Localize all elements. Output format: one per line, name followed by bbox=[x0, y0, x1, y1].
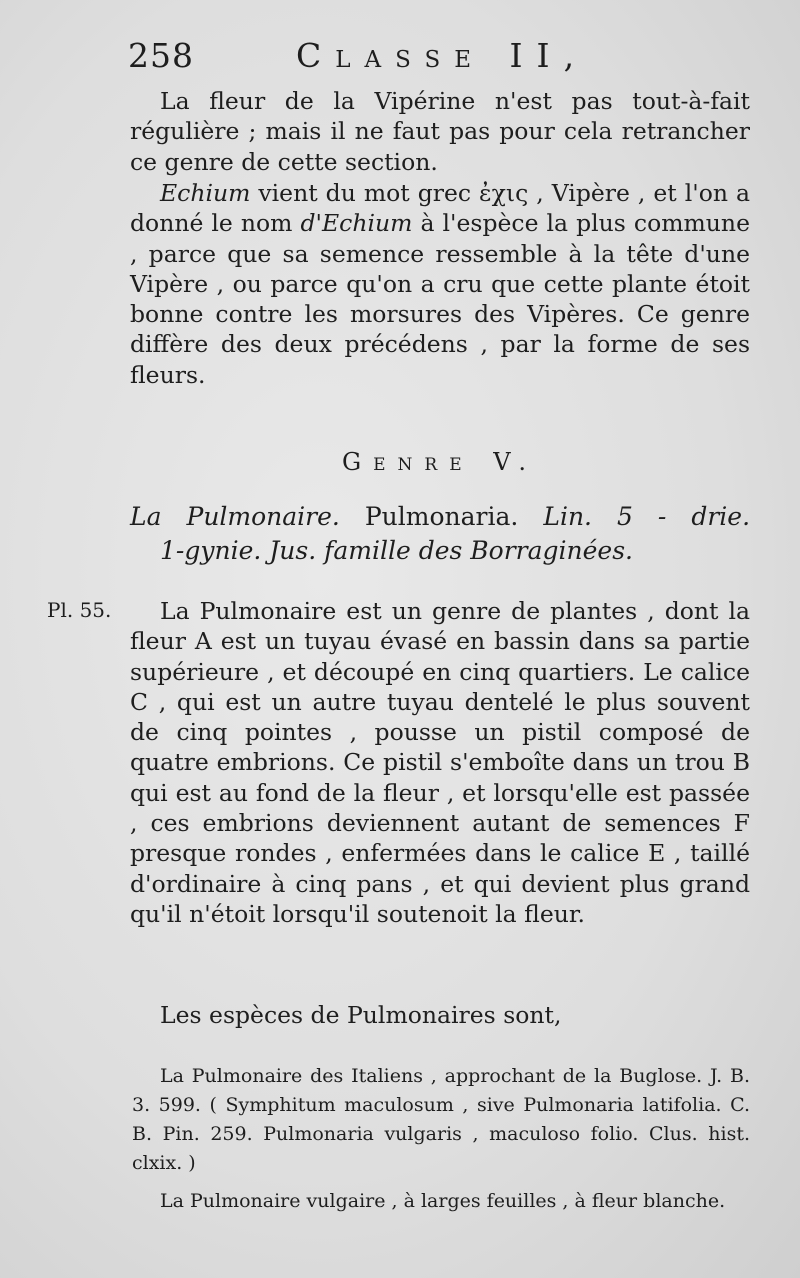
genre-heading: Genre V. bbox=[341, 448, 539, 476]
linnaeus-class: 5 - drie. bbox=[592, 502, 751, 531]
description-text: La Pulmonaire est un genre de plantes , dont la fleur A est un tuyau évasé en bassin dans sa partie supérieure , et découpé en cinq quartiers. Le calice C , qui est un autre tuyau dentelé le plus souvent de cinq pointes , pousse un pistil composé de quatre embrions. Ce pistil s'emboîte dans un trou B qui est au fond de la fleur , et lorsqu'elle est passée , ces embrions deviennent autant de semences F presque rondes , enfermées dans le calice E , taillé d'ordinaire à cinq pans , et qui devient plus grand qu'il n'étoit lorsqu'il soutenoit la fleur. bbox=[130, 597, 750, 928]
genus-french-name: La Pulmonaire. bbox=[130, 502, 340, 531]
running-head: Classe II, bbox=[296, 36, 589, 75]
linnaeus-order: 1-gynie. bbox=[160, 536, 262, 565]
echium-name: d'Echium bbox=[300, 209, 413, 238]
paragraph-viperine bbox=[130, 86, 750, 177]
genus-definition bbox=[130, 500, 750, 568]
paragraph-description bbox=[130, 596, 750, 929]
page-number: 258 bbox=[128, 36, 194, 75]
species-intro-text: Les espèces de Pulmonaires sont, bbox=[160, 1001, 562, 1029]
echium-text: vient du mot grec ἐχις , Vipère , et l'on a donné le nom bbox=[130, 179, 750, 238]
species-item-1: La Pulmonaire des Italiens , approchant de la Buglose. J. B. 3. 599. ( Symphitum maculosum , sive Pulmonaria latifolia. C. B. Pin. 259. Pulmonaria vulgaris , maculoso folio. Clus. hist. clxix. ) bbox=[132, 1065, 750, 1174]
jussieu-family: Jus. famille des Borraginées. bbox=[261, 536, 633, 565]
page-header bbox=[128, 36, 748, 86]
echium-text-tail: à l'espèce la plus commune , parce que sa semence ressemble à la tête d'une Vipère , ou parce qu'on a cru que cette plante étoit bonne contre les morsures des Vipères. Ce genre diffère des deux précédens , par la forme de ses fleurs. bbox=[130, 209, 750, 389]
plate-reference: Pl. 55. bbox=[47, 598, 112, 622]
echium-term: Echium bbox=[160, 179, 251, 207]
genus-latin-name: Pulmonaria. bbox=[339, 502, 544, 531]
species-item-2: La Pulmonaire vulgaire , à larges feuilles , à fleur blanche. bbox=[160, 1190, 726, 1212]
linnaeus-ref: Lin. bbox=[543, 502, 592, 531]
species-list bbox=[132, 1062, 750, 1216]
paragraph-echium bbox=[130, 178, 750, 390]
paragraph-viperine-text: La fleur de la Vipérine n'est pas tout-à-fait régulière ; mais il ne faut pas pour cela retrancher ce genre de cette section. bbox=[130, 87, 750, 176]
species-intro bbox=[130, 1000, 750, 1030]
